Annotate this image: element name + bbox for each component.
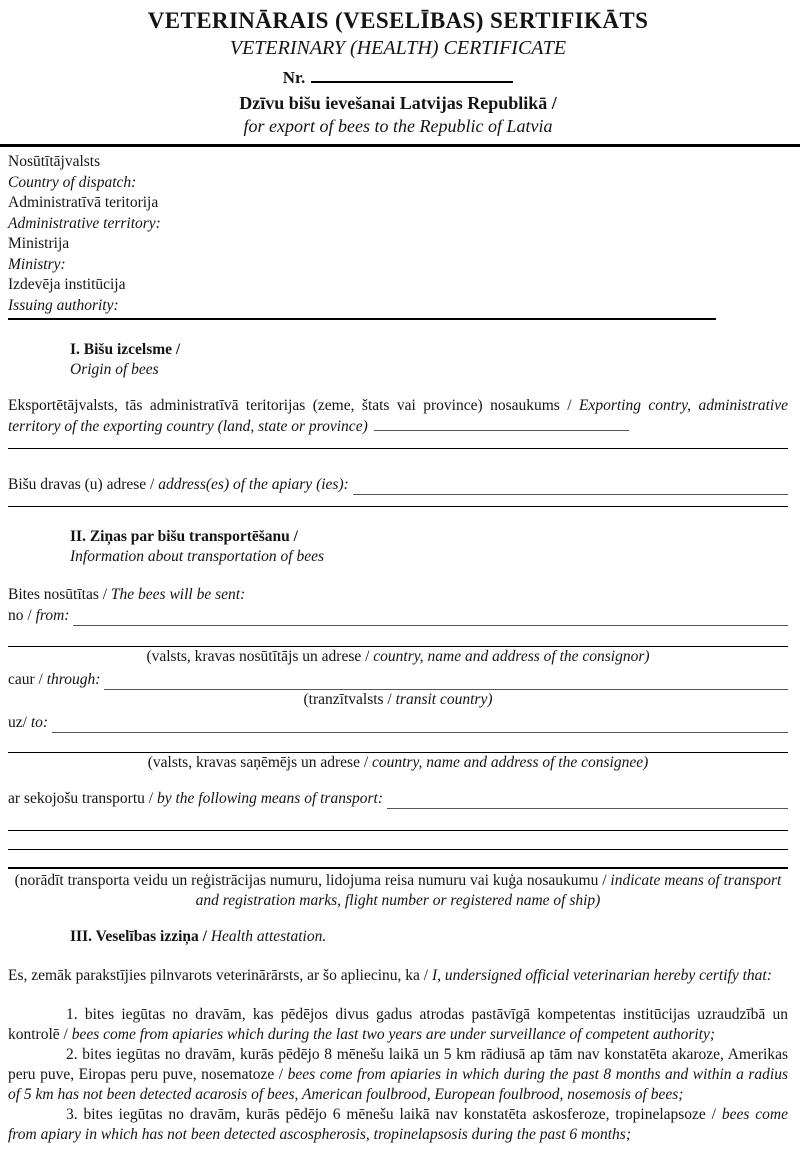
dispatch-block	[8, 152, 788, 316]
transit-caption	[8, 690, 788, 710]
exporting-country-paragraph	[8, 395, 788, 437]
from-label-lv: no /	[8, 607, 36, 624]
section1-divider-2	[8, 506, 788, 507]
item3-lv: 3. bites iegūtas no dravām, kurās pēdējo 6 mēnešu laikā nav konstatēta askosferoze, tropinelapsoze /	[66, 1106, 722, 1123]
transport-line-2	[8, 849, 788, 850]
section1-heading-lv: I. Bišu izcelsme /	[70, 341, 181, 358]
field-label-en: Issuing authority:	[8, 296, 119, 314]
dispatch-field-country	[8, 152, 788, 193]
subtitle-latvian: Dzīvu bišu ievešanai Latvijas Republikā /	[239, 93, 557, 113]
certificate-number-blank[interactable]	[311, 66, 513, 83]
item3-en: bees come from apiary in which has not been detected ascospherosis, tropinelapsosis during the past 6 months;	[8, 1106, 788, 1143]
section2-heading-lv: II. Ziņas par bišu transportēšanu /	[70, 528, 298, 545]
to-label-lv: uz/	[8, 714, 31, 731]
apiary-address-blank[interactable]	[353, 491, 788, 495]
section3-heading-lv: III. Veselības izziņa /	[70, 928, 211, 945]
attestation-intro	[8, 965, 788, 986]
exporting-text-lv: Eksportētājvalsts, tās administratīvā teritorijas (zeme, štats vai province) nosaukums /	[8, 397, 579, 414]
certificate-title-english: VETERINARY (HEALTH) CERTIFICATE	[229, 37, 567, 59]
through-label-lv: caur /	[8, 671, 47, 688]
field-label-lv: Ministrija	[8, 235, 70, 252]
attestation-intro-lv: Es, zemāk parakstījies pilnvarots veterinārārsts, ar šo apliecinu, ka /	[8, 967, 432, 984]
consignee-caption-lv: (valsts, kravas saņēmējs un adrese /	[147, 754, 373, 771]
certificate-number-row	[8, 66, 788, 89]
field-label-lv: Nosūtītājvalsts	[8, 153, 101, 170]
dispatch-field-territory	[8, 193, 788, 234]
transport-label	[8, 788, 383, 809]
item1-lv: 1. bites iegūtas no dravām, kas pēdējos divus gadus atrodas pastāvīgā kompetentas institūcijas uzraudzībā un kontrolē /	[8, 1006, 788, 1043]
transport-note-en: indicate means of transport and registration marks, flight number or registered name of ship)	[195, 872, 782, 909]
attestation-item-1	[8, 1005, 788, 1045]
transport-row	[8, 788, 788, 809]
certificate-title-latvian: VETERINĀRAIS (VESELĪBAS) SERTIFIKĀTS	[147, 8, 649, 33]
apiary-label-en: address(es) of the apiary (ies):	[158, 476, 349, 493]
dispatch-field-authority	[8, 275, 788, 316]
dispatch-field-ministry	[8, 234, 788, 275]
bees-sent-en: The bees will be sent:	[110, 586, 246, 603]
from-label-en: from:	[35, 607, 70, 624]
attestation-item-3	[8, 1105, 788, 1145]
field-label-en: Country of dispatch:	[8, 173, 137, 191]
field-label-lv: Administratīvā teritorija	[8, 194, 159, 211]
transit-caption-en: transit country)	[395, 691, 493, 708]
to-label	[8, 712, 48, 733]
consignor-caption	[8, 647, 788, 667]
exporting-text-en: Exporting contry, administrative territory of the exporting country (land, state or province)	[8, 397, 788, 435]
to-label-en: to:	[30, 714, 49, 731]
transport-line-3	[8, 867, 788, 869]
to-row	[8, 712, 788, 733]
section3-heading-en: Health attestation.	[210, 928, 327, 945]
transport-label-lv: ar sekojošu transportu /	[8, 790, 157, 807]
consignee-caption-en: country, name and address of the consignee)	[372, 754, 649, 771]
transit-caption-lv: (tranzītvalsts /	[303, 691, 396, 708]
from-blank[interactable]	[73, 622, 788, 626]
consignor-caption-lv: (valsts, kravas nosūtītājs un adrese /	[146, 648, 374, 665]
consignee-caption	[8, 753, 788, 773]
field-label-en: Ministry:	[8, 255, 66, 273]
item2-lv: 2. bites iegūtas no dravām, kurās pēdējo 8 mēnešu laikā un 5 km rādiusā ap tām nav konstatēta akaroze, Amerikas peru puve, Eiropas peru puve, nosematoze /	[8, 1046, 788, 1083]
section2-heading	[70, 527, 788, 567]
dispatch-divider	[8, 318, 716, 320]
item1-en: bees come from apiaries which during the last two years are under surveillance of competent authority;	[71, 1026, 716, 1043]
from-label	[8, 605, 69, 626]
through-label-en: through:	[46, 671, 101, 688]
bees-sent-line	[8, 584, 788, 605]
field-label-en: Administrative territory:	[8, 214, 161, 232]
transport-note-lv: (norādīt transporta veidu un reģistrācijas numuru, lidojuma reisa numuru vai kuģa nosaukumu /	[14, 872, 611, 889]
through-label	[8, 669, 100, 690]
apiary-label-lv: Bišu dravas (u) adrese /	[8, 476, 159, 493]
transport-label-en: by the following means of transport:	[156, 790, 383, 807]
apiary-label	[8, 474, 349, 495]
item2-en: bees come from apiaries in which during the past 8 months and within a radius of 5 km has not been detected acarosis of bees, American foulbrood, European foulbrood, nosemosis of bees;	[8, 1066, 788, 1103]
number-label: Nr.	[282, 68, 306, 87]
from-row	[8, 605, 788, 626]
attestation-item-2	[8, 1045, 788, 1105]
exporting-country-blank[interactable]	[374, 427, 629, 431]
section1-divider-1	[8, 448, 788, 449]
consignor-caption-en: country, name and address of the consignor)	[373, 648, 650, 665]
section1-heading-en: Origin of bees	[70, 361, 159, 378]
section1-heading	[70, 340, 788, 380]
title-divider	[0, 144, 800, 147]
through-row	[8, 669, 788, 690]
apiary-address-row	[8, 474, 788, 495]
field-label-lv: Izdevēja institūcija	[8, 276, 126, 293]
bees-sent-lv: Bites nosūtītas /	[8, 586, 111, 603]
transport-blank[interactable]	[387, 805, 788, 809]
to-blank[interactable]	[52, 729, 788, 733]
attestation-intro-en: I, undersigned official veterinarian hereby certify that:	[431, 967, 772, 984]
subtitle-english: for export of bees to the Republic of Latvia	[243, 116, 553, 136]
transport-line-1	[8, 830, 788, 831]
section2-heading-en: Information about transportation of bees	[70, 548, 325, 565]
transport-note	[8, 871, 788, 911]
section3-heading	[70, 927, 788, 947]
